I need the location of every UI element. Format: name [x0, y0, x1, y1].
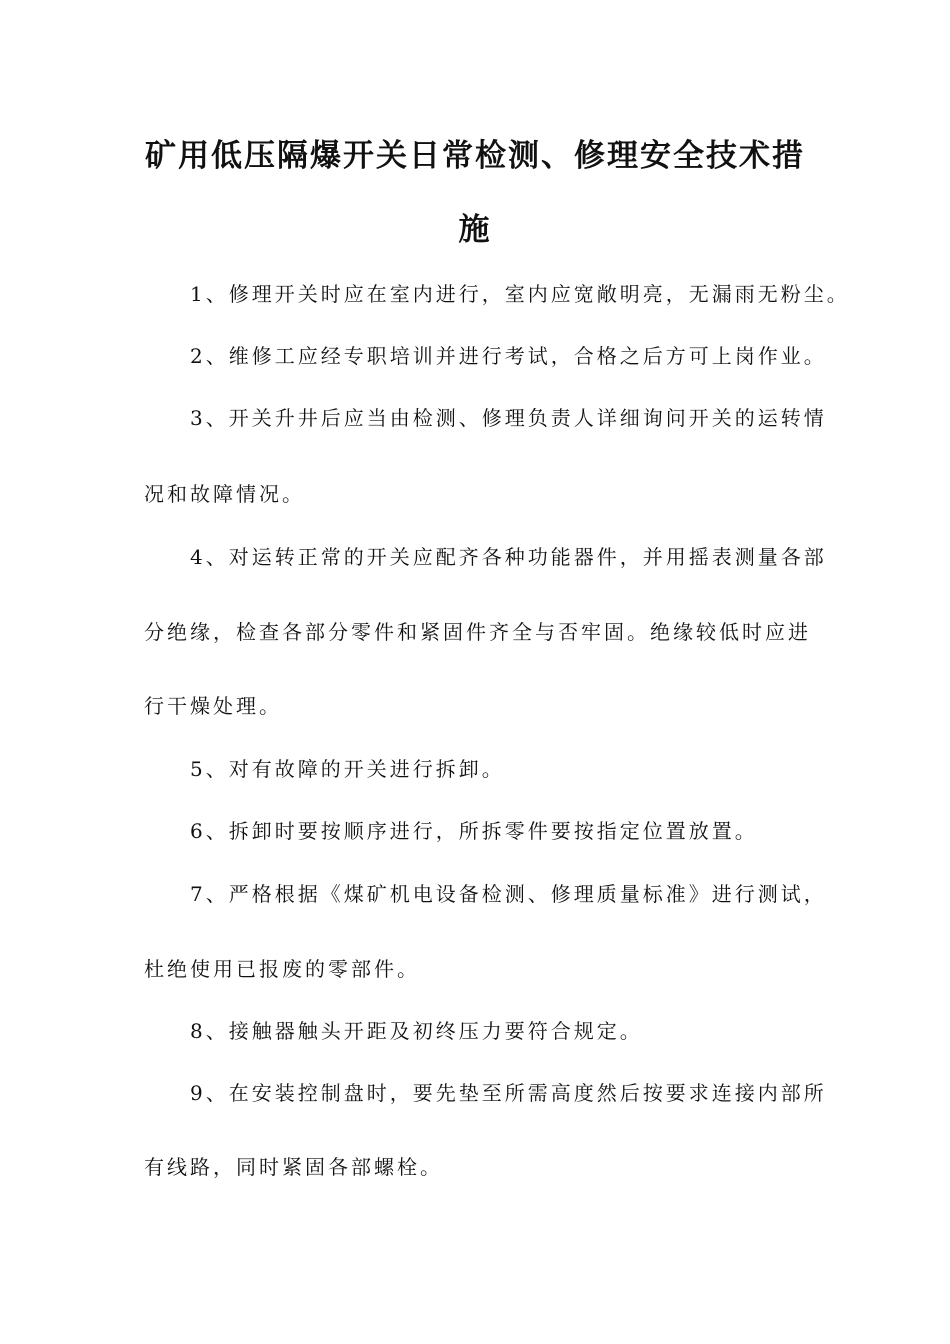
item-7-line-1: 7、严格根据《煤矿机电设备检测、修理质量标准》进行测试， [190, 882, 827, 906]
item-9-line-2: 有线路，同时紧固各部螺栓。 [144, 1155, 443, 1179]
item-4-line-1: 4、对运转正常的开关应配齐各种功能器件，并用摇表测量各部 [190, 545, 827, 569]
document-title-line-2: 施 [458, 212, 492, 248]
document-title-line-1: 矿用低压隔爆开关日常检测、修理安全技术措 [145, 138, 805, 174]
item-7-line-2: 杜绝使用已报废的零部件。 [144, 957, 420, 981]
item-3-line-1: 3、开关升井后应当由检测、修理负责人详细询问开关的运转情 [190, 406, 827, 430]
item-8-line-1: 8、接触器触头开距及初终压力要符合规定。 [190, 1019, 643, 1043]
item-1-line-1: 1、修理开关时应在室内进行，室内应宽敞明亮，无漏雨无粉尘。 [190, 282, 850, 306]
item-5-line-1: 5、对有故障的开关进行拆卸。 [190, 757, 505, 781]
item-3-line-2: 况和故障情况。 [144, 482, 305, 506]
item-4-line-3: 行干燥处理。 [144, 694, 282, 718]
item-9-line-1: 9、在安装控制盘时，要先垫至所需高度然后按要求连接内部所 [190, 1081, 827, 1105]
item-6-line-1: 6、拆卸时要按顺序进行，所拆零件要按指定位置放置。 [190, 819, 758, 843]
item-2-line-1: 2、维修工应经专职培训并进行考试，合格之后方可上岗作业。 [190, 344, 827, 368]
item-4-line-2: 分绝缘，检查各部分零件和紧固件齐全与否牢固。绝缘较低时应进 [144, 620, 811, 644]
